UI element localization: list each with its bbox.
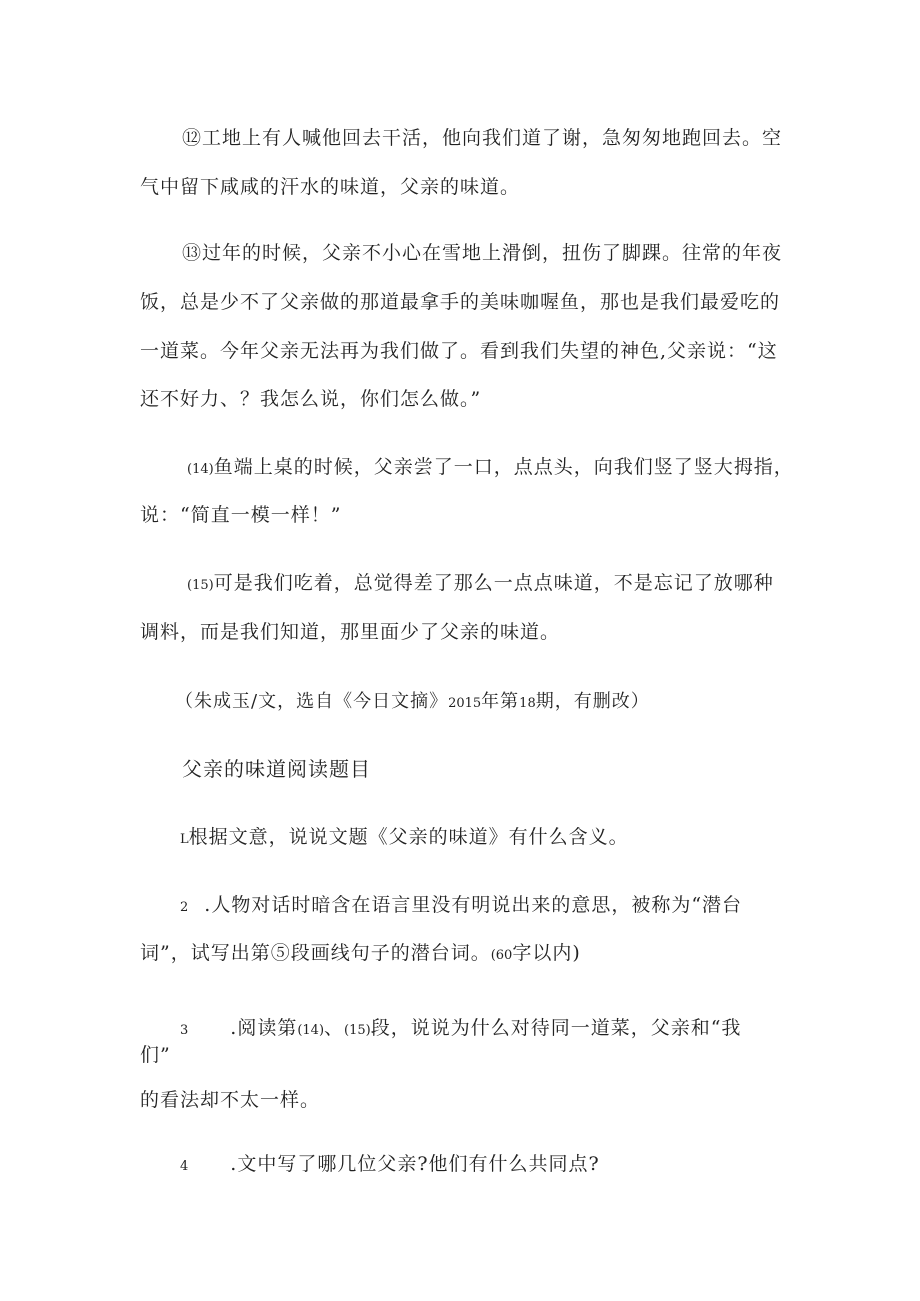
paragraph-14-line-1	[187, 455, 794, 482]
paragraph-14-line-2: 说：“简直一模一样！”	[140, 504, 342, 526]
question-1-text: 根据文意，说说文题《父亲的味道》有什么含义。	[188, 826, 629, 848]
question-2-line-2	[140, 941, 581, 968]
paragraph-13-line-2: 饭，总是少不了父亲做的那道最拿手的美味咖喔鱼，那也是我们最爱吃的	[140, 291, 781, 313]
source-citation	[175, 690, 650, 716]
question-3-text-b: 、	[324, 1017, 345, 1039]
paragraph-12-line-1: ⑫工地上有人喊他回去干活，他向我们道了谢，急匆匆地跑回去。空	[182, 127, 783, 149]
question-2-limit: (60	[490, 948, 513, 963]
question-2-text-line-2b: 字以内)	[512, 942, 581, 964]
paragraph-13-line-3: 一道菜。今年父亲无法再为我们做了。看到我们失望的神色,父亲说：“这	[140, 340, 778, 362]
question-3-ref-14: (14)	[297, 1023, 325, 1038]
source-issue: 18	[519, 696, 536, 711]
question-2-number: 2	[180, 900, 189, 915]
question-2-text-line-1: .人物对话时暗含在语言里没有明说出来的意思，被称为“潜台	[204, 894, 743, 916]
paragraph-15-marker: (15)	[187, 578, 214, 593]
paragraph-14-marker: (14)	[187, 462, 214, 477]
question-3-line-2: 们”	[140, 1044, 171, 1066]
paragraph-13-line-1: ⑬过年的时候，父亲不小心在雪地上滑倒，扭伤了脚踝。往常的年夜	[182, 242, 783, 264]
paragraph-12-line-2: 气中留下咸咸的汗水的味道，父亲的味道。	[140, 176, 521, 198]
source-part-2: 年第	[481, 691, 520, 712]
question-4-text: .文中写了哪几位父亲?他们有什么共同点?	[230, 1153, 600, 1175]
source-year: 2015	[448, 696, 482, 711]
question-1-number: L	[180, 832, 189, 847]
question-3-number: 3	[180, 1023, 189, 1038]
question-4	[180, 1152, 600, 1179]
question-3-line-1	[180, 1016, 741, 1043]
source-part-3: 期，有删改）	[535, 691, 650, 712]
paragraph-15-line-1	[187, 571, 774, 598]
question-3-text-c: 段，说说为什么对待同一道菜，父亲和“我	[370, 1017, 742, 1039]
section-title: 父亲的味道阅读题目	[182, 757, 371, 781]
question-4-number: 4	[180, 1159, 189, 1174]
question-3-ref-15: (15)	[344, 1023, 371, 1038]
paragraph-14-text: 鱼端上桌的时候，父亲尝了一口，点点头，向我们竖了竖大拇指，	[213, 456, 794, 478]
paragraph-13-line-4: 还不好力、？我怎么说，你们怎么做。”	[140, 388, 482, 410]
question-1	[180, 825, 629, 852]
paragraph-15-text: 可是我们吃着，总觉得差了那么一点点味道，不是忘记了放哪种	[213, 572, 774, 594]
question-3-text-a: .阅读第	[230, 1017, 298, 1039]
question-2-text-line-2a: 词”，试写出第⑤段画线句子的潜台词。	[140, 942, 491, 964]
question-3-line-3: 的看法却不太一样。	[140, 1089, 321, 1111]
question-2-line-1	[180, 893, 742, 920]
paragraph-15-line-2: 调料，而是我们知道，那里面少了父亲的味道。	[140, 621, 561, 643]
source-part-1: （朱成玉/文，选自《今日文摘》	[175, 691, 449, 712]
